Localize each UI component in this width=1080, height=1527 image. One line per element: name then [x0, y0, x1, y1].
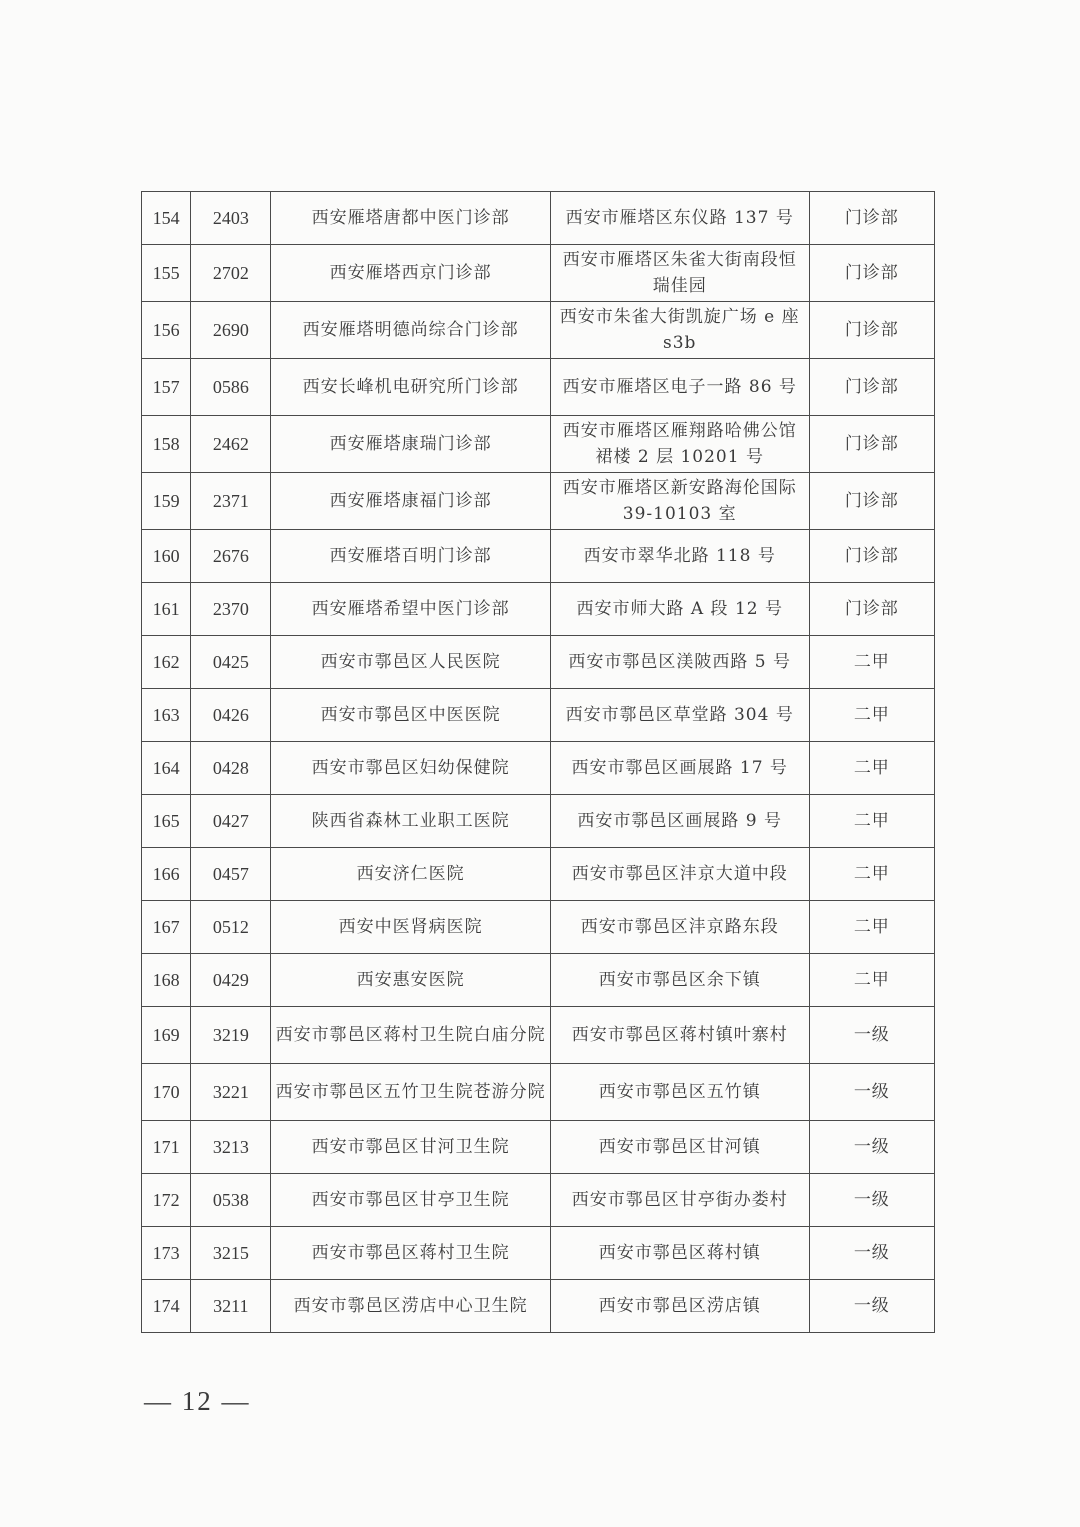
institution-code-cell: 3211	[191, 1280, 271, 1333]
row-number-cell: 163	[142, 689, 191, 742]
row-number-cell: 156	[142, 302, 191, 359]
institution-name-cell: 西安市鄠邑区五竹卫生院苍游分院	[271, 1064, 550, 1121]
institution-code-cell: 0429	[191, 954, 271, 1007]
row-number-cell: 173	[142, 1227, 191, 1280]
level-cell: 一级	[809, 1121, 934, 1174]
row-number-cell: 160	[142, 530, 191, 583]
row-number-cell: 162	[142, 636, 191, 689]
institution-code-cell: 0425	[191, 636, 271, 689]
row-number-cell: 155	[142, 245, 191, 302]
row-number-cell: 169	[142, 1007, 191, 1064]
institution-code-cell: 2403	[191, 192, 271, 245]
address-cell: 西安市鄠邑区沣京大道中段	[550, 848, 809, 901]
institution-name-cell: 西安济仁医院	[271, 848, 550, 901]
institution-code-cell: 3215	[191, 1227, 271, 1280]
row-number-cell: 171	[142, 1121, 191, 1174]
institution-name-cell: 西安惠安医院	[271, 954, 550, 1007]
address-cell: 西安市鄠邑区蒋村镇	[550, 1227, 809, 1280]
institution-code-cell: 2462	[191, 416, 271, 473]
institution-code-cell: 2676	[191, 530, 271, 583]
row-number-cell: 166	[142, 848, 191, 901]
row-number-cell: 159	[142, 473, 191, 530]
address-cell: 西安市鄠邑区画展路 9 号	[550, 795, 809, 848]
table-row	[142, 583, 935, 636]
level-cell: 门诊部	[809, 583, 934, 636]
table-row	[142, 1064, 935, 1121]
institution-code-cell: 0426	[191, 689, 271, 742]
level-cell: 二甲	[809, 795, 934, 848]
table-row	[142, 1174, 935, 1227]
institution-code-cell: 0586	[191, 359, 271, 416]
institution-code-cell: 0457	[191, 848, 271, 901]
address-cell: 西安市鄠邑区涝店镇	[550, 1280, 809, 1333]
table-row	[142, 1227, 935, 1280]
row-number-cell: 167	[142, 901, 191, 954]
institution-name-cell: 西安市鄠邑区中医医院	[271, 689, 550, 742]
row-number-cell: 168	[142, 954, 191, 1007]
table-row	[142, 636, 935, 689]
level-cell: 门诊部	[809, 416, 934, 473]
level-cell: 二甲	[809, 901, 934, 954]
table-row	[142, 416, 935, 473]
level-cell: 门诊部	[809, 359, 934, 416]
level-cell: 二甲	[809, 848, 934, 901]
address-cell: 西安市雁塔区朱雀大街南段恒瑞佳园	[550, 245, 809, 302]
table-row	[142, 848, 935, 901]
institution-code-cell: 0538	[191, 1174, 271, 1227]
level-cell: 二甲	[809, 636, 934, 689]
address-cell: 西安市鄠邑区沣京路东段	[550, 901, 809, 954]
address-cell: 西安市鄠邑区草堂路 304 号	[550, 689, 809, 742]
institution-name-cell: 西安雁塔唐都中医门诊部	[271, 192, 550, 245]
institution-name-cell: 西安市鄠邑区蒋村卫生院	[271, 1227, 550, 1280]
address-cell: 西安市鄠邑区蒋村镇叶寨村	[550, 1007, 809, 1064]
institution-code-cell: 0428	[191, 742, 271, 795]
institution-code-cell: 3219	[191, 1007, 271, 1064]
table-row	[142, 742, 935, 795]
institution-name-cell: 西安市鄠邑区妇幼保健院	[271, 742, 550, 795]
address-cell: 西安市鄠邑区甘亭街办娄村	[550, 1174, 809, 1227]
institution-code-cell: 2370	[191, 583, 271, 636]
row-number-cell: 165	[142, 795, 191, 848]
institution-name-cell: 西安雁塔康福门诊部	[271, 473, 550, 530]
row-number-cell: 164	[142, 742, 191, 795]
table-row	[142, 473, 935, 530]
address-cell: 西安市鄠邑区画展路 17 号	[550, 742, 809, 795]
row-number-cell: 174	[142, 1280, 191, 1333]
level-cell: 一级	[809, 1174, 934, 1227]
table-row	[142, 1121, 935, 1174]
row-number-cell: 158	[142, 416, 191, 473]
table-row	[142, 795, 935, 848]
level-cell: 二甲	[809, 689, 934, 742]
level-cell: 一级	[809, 1007, 934, 1064]
table-row	[142, 530, 935, 583]
level-cell: 门诊部	[809, 245, 934, 302]
address-cell: 西安市雁塔区东仪路 137 号	[550, 192, 809, 245]
institution-name-cell: 西安长峰机电研究所门诊部	[271, 359, 550, 416]
table-row	[142, 1007, 935, 1064]
institution-name-cell: 西安雁塔百明门诊部	[271, 530, 550, 583]
institution-name-cell: 西安雁塔西京门诊部	[271, 245, 550, 302]
institution-name-cell: 西安雁塔康瑞门诊部	[271, 416, 550, 473]
row-number-cell: 170	[142, 1064, 191, 1121]
table-row	[142, 245, 935, 302]
address-cell: 西安市师大路 A 段 12 号	[550, 583, 809, 636]
row-number-cell: 154	[142, 192, 191, 245]
hospital-table	[141, 191, 935, 1333]
institution-code-cell: 0512	[191, 901, 271, 954]
institution-code-cell: 2702	[191, 245, 271, 302]
page-number: — 12 —	[144, 1386, 251, 1416]
level-cell: 一级	[809, 1280, 934, 1333]
level-cell: 门诊部	[809, 302, 934, 359]
institution-name-cell: 西安市鄠邑区蒋村卫生院白庙分院	[271, 1007, 550, 1064]
institution-name-cell: 陕西省森林工业职工医院	[271, 795, 550, 848]
institution-code-cell: 3213	[191, 1121, 271, 1174]
address-cell: 西安市雁塔区电子一路 86 号	[550, 359, 809, 416]
table-row	[142, 1280, 935, 1333]
row-number-cell: 172	[142, 1174, 191, 1227]
address-cell: 西安市翠华北路 118 号	[550, 530, 809, 583]
address-cell: 西安市鄠邑区甘河镇	[550, 1121, 809, 1174]
address-cell: 西安市鄠邑区五竹镇	[550, 1064, 809, 1121]
table-row	[142, 689, 935, 742]
address-cell: 西安市鄠邑区渼陂西路 5 号	[550, 636, 809, 689]
institution-name-cell: 西安中医肾病医院	[271, 901, 550, 954]
address-cell: 西安市朱雀大街凯旋广场 e 座 s3b	[550, 302, 809, 359]
table-row	[142, 302, 935, 359]
table-row	[142, 901, 935, 954]
institution-name-cell: 西安市鄠邑区涝店中心卫生院	[271, 1280, 550, 1333]
institution-name-cell: 西安市鄠邑区甘河卫生院	[271, 1121, 550, 1174]
institution-name-cell: 西安市鄠邑区人民医院	[271, 636, 550, 689]
level-cell: 二甲	[809, 954, 934, 1007]
institution-name-cell: 西安市鄠邑区甘亭卫生院	[271, 1174, 550, 1227]
table-row	[142, 192, 935, 245]
level-cell: 门诊部	[809, 192, 934, 245]
table-row	[142, 954, 935, 1007]
address-cell: 西安市雁塔区新安路海伦国际 39-10103 室	[550, 473, 809, 530]
institution-name-cell: 西安雁塔明德尚综合门诊部	[271, 302, 550, 359]
level-cell: 一级	[809, 1064, 934, 1121]
level-cell: 门诊部	[809, 530, 934, 583]
institution-code-cell: 0427	[191, 795, 271, 848]
address-cell: 西安市雁塔区雁翔路哈佛公馆裙楼 2 层 10201 号	[550, 416, 809, 473]
institution-code-cell: 3221	[191, 1064, 271, 1121]
hospital-table-body	[142, 192, 935, 1333]
institution-name-cell: 西安雁塔希望中医门诊部	[271, 583, 550, 636]
level-cell: 门诊部	[809, 473, 934, 530]
institution-code-cell: 2371	[191, 473, 271, 530]
address-cell: 西安市鄠邑区余下镇	[550, 954, 809, 1007]
institution-code-cell: 2690	[191, 302, 271, 359]
level-cell: 二甲	[809, 742, 934, 795]
row-number-cell: 157	[142, 359, 191, 416]
level-cell: 一级	[809, 1227, 934, 1280]
row-number-cell: 161	[142, 583, 191, 636]
table-row	[142, 359, 935, 416]
